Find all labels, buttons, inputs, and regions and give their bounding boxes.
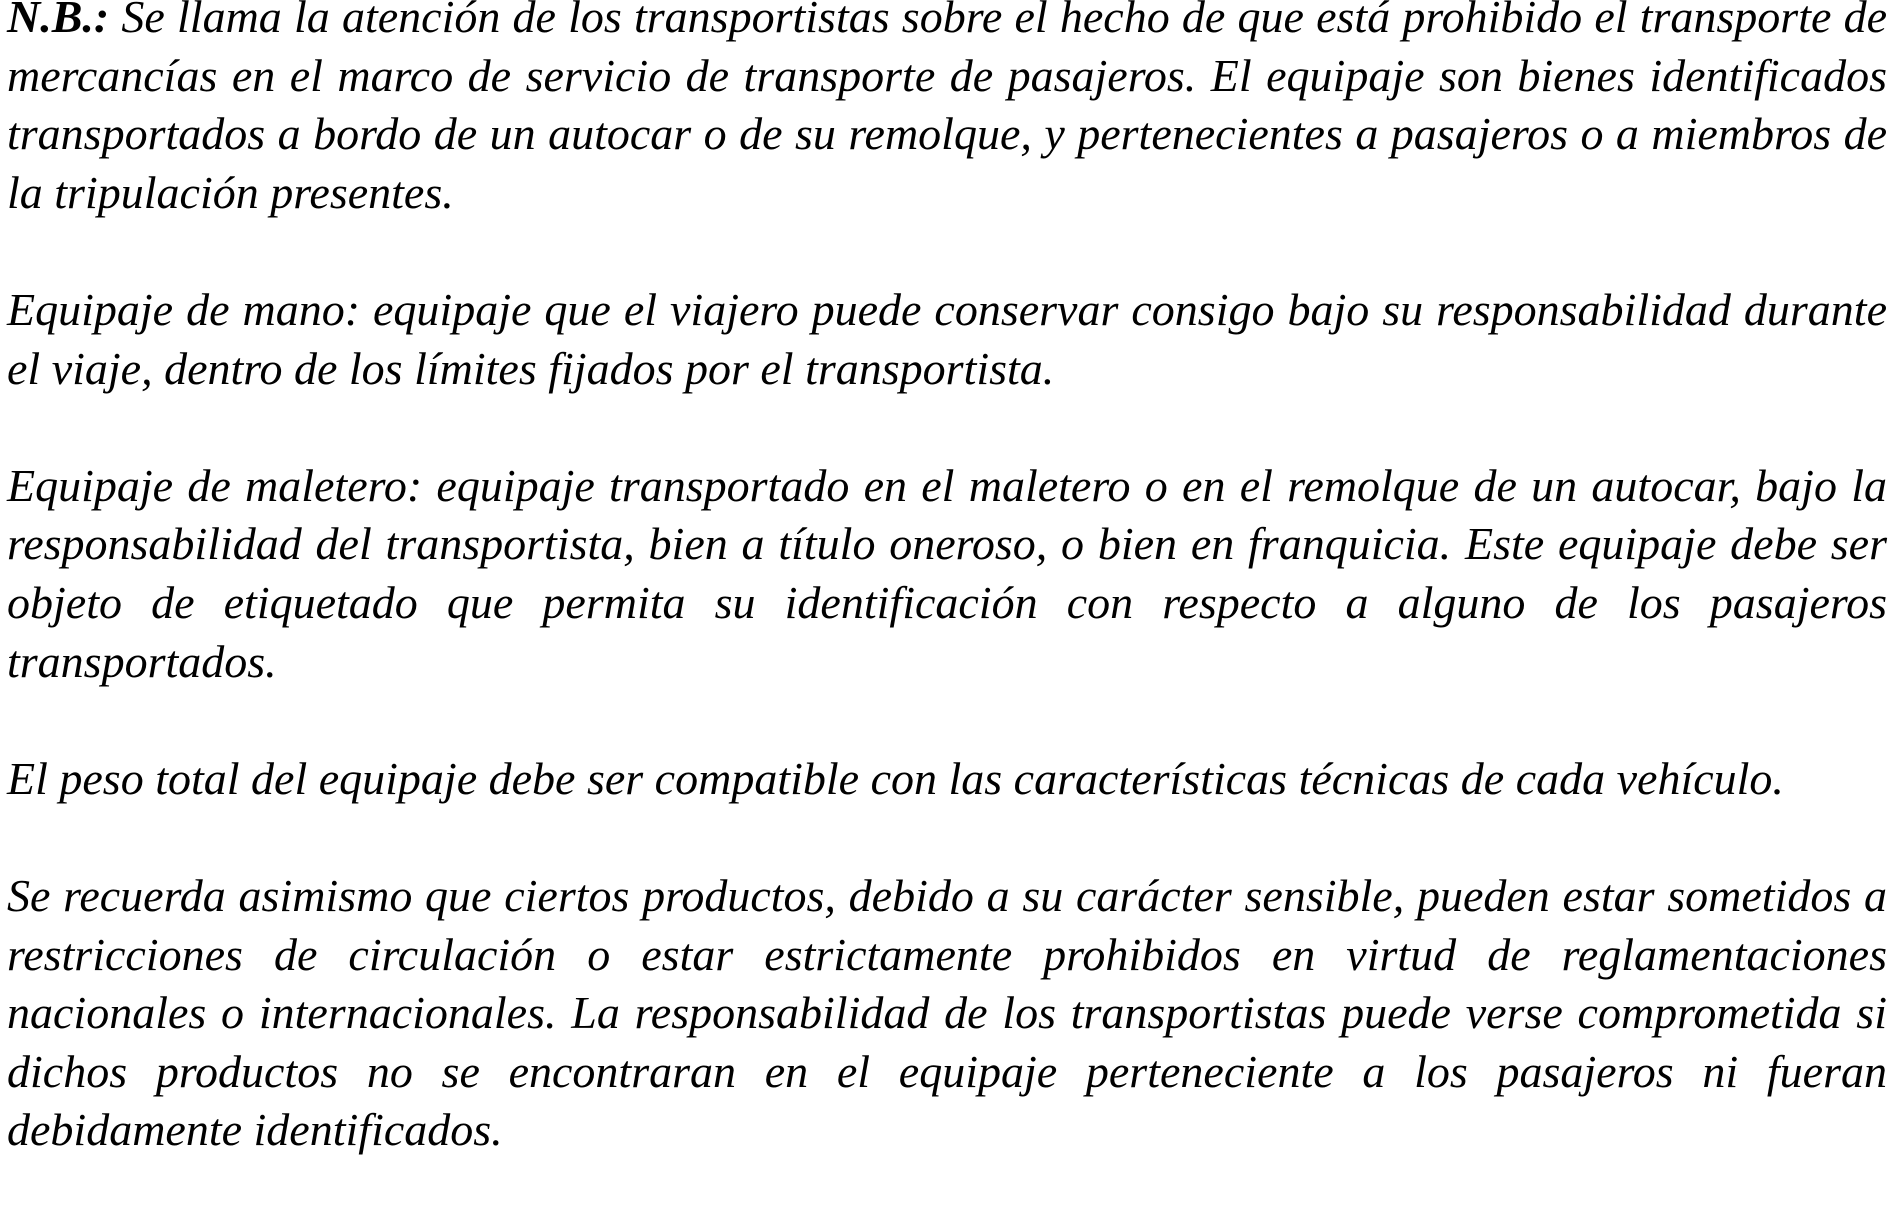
paragraph-hold-luggage: Equipaje de maletero: equipaje transportado en el maletero o en el remolque de un autocar, bajo la responsabilidad del transportista, bien a título oneroso, o bien en franquicia. Este equipaje debe ser objeto de etiquetado que permita su identificación con respecto a alguno de los pasajeros transportados. [7,459,1887,687]
document-page [7,0,1887,1160]
paragraph-hand-luggage: Equipaje de mano: equipaje que el viajero puede conservar consigo bajo su responsabilidad durante el viaje, dentro de los límites fijados por el transportista. [7,283,1887,394]
nb-label: N.B.: [7,0,110,42]
paragraph-text: Se llama la atención de los transportistas sobre el hecho de que está prohibido el transporte de mercancías en el marco de servicio de transporte de pasajeros. El equipaje son bienes identificados transportados a bordo de un autocar o de su remolque, y pertenecientes a pasajeros o a miembros de la tripulación presentes. [7,0,1887,218]
paragraph-restricted-products: Se recuerda asimismo que ciertos productos, debido a su carácter sensible, pueden estar sometidos a restricciones de circulación o estar estrictamente prohibidos en virtud de reglamentaciones nacionales o internacionales. La responsabilidad de los transportistas puede verse comprometida si dichos productos no se encontraran en el equipaje perteneciente a los pasajeros ni fueran debidamente identificados. [7,869,1887,1156]
paragraph-total-weight: El peso total del equipaje debe ser compatible con las características técnicas de cada vehículo. [7,752,1784,804]
paragraph-nb [7,0,1887,222]
